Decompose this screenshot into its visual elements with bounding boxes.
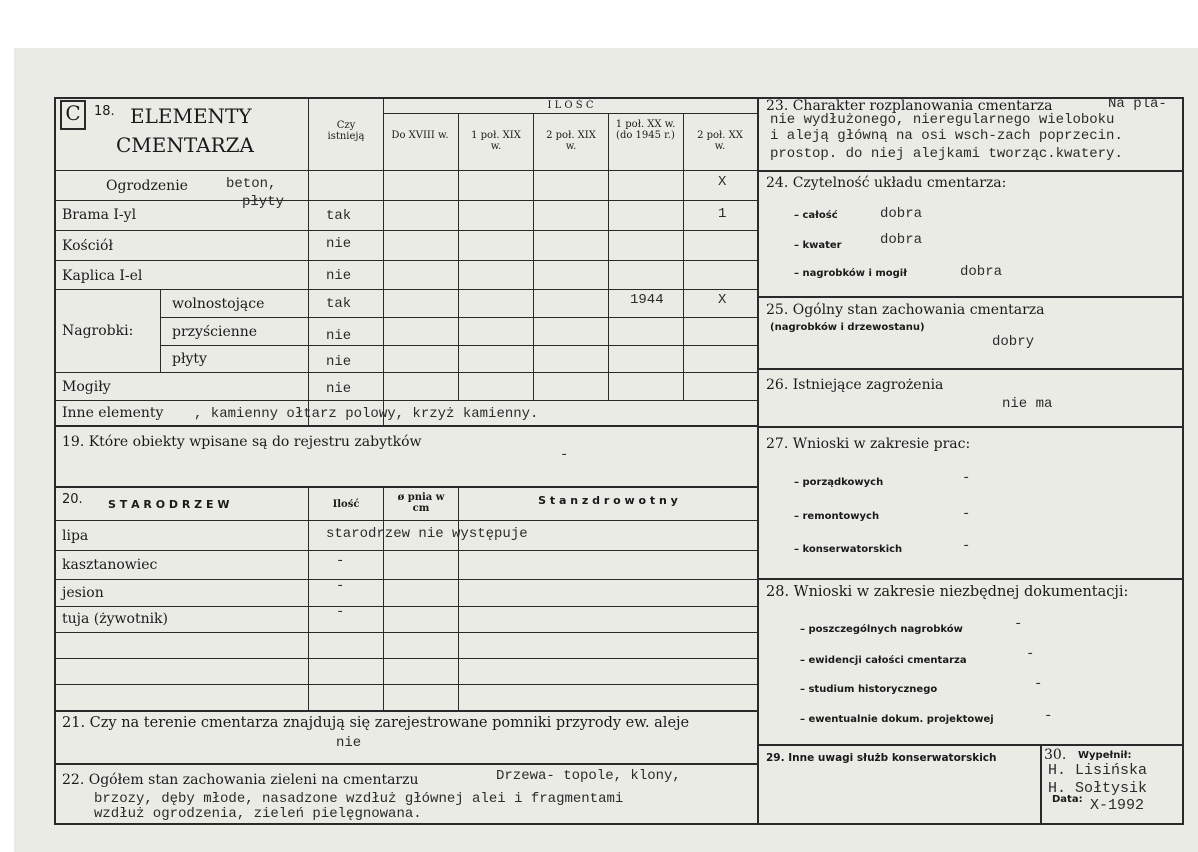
row-kosciol-czy: nie bbox=[326, 236, 352, 252]
section-20-number: 20. bbox=[62, 492, 83, 507]
section-30-name1: H. Lisińska bbox=[1048, 762, 1148, 779]
record-card bbox=[14, 48, 1198, 852]
section-24-nagrobkow-label: – nagrobków i mogił bbox=[794, 268, 907, 279]
tree-ilosc: - bbox=[336, 604, 345, 620]
section-25-label: 25. Ogólny stan zachowania cmentarza bbox=[766, 302, 1045, 318]
section-26-label: 26. Istniejące zagrożenia bbox=[766, 377, 944, 393]
section-30-number: 30. bbox=[1044, 747, 1067, 763]
section-21-value: nie bbox=[336, 735, 362, 751]
section-27-item-label: – remontowych bbox=[794, 511, 880, 522]
sep-21-bottom bbox=[54, 763, 758, 765]
row-brama-xx2: 1 bbox=[718, 206, 727, 222]
row-inne-label: Inne elementy bbox=[62, 405, 164, 421]
row-przyscienne-label: przyścienne bbox=[172, 324, 258, 340]
col-stan-zdrowotny: S t a n z d r o w o t n y bbox=[538, 494, 678, 507]
s20-row-line bbox=[54, 579, 758, 580]
tree-ilosc: - bbox=[336, 553, 345, 569]
section-28-label: 28. Wnioski w zakresie niezbędnej dokumentacji: bbox=[766, 584, 1129, 600]
section-23-line1: Na pla- bbox=[1108, 96, 1167, 112]
col-period-1: Do XVIII w. bbox=[391, 130, 449, 141]
row-ogrodzenie-label: Ogrodzenie bbox=[106, 178, 188, 194]
s18-row-line bbox=[160, 317, 758, 318]
row-mogily-czy: nie bbox=[326, 381, 352, 397]
section-24-label: 24. Czytelność układu cmentarza: bbox=[766, 175, 1007, 191]
sep-25-bottom bbox=[758, 368, 1183, 370]
row-plyty-label: płyty bbox=[172, 351, 207, 367]
section-22-label: 22. Ogółem stan zachowania zieleni na cmentarzu bbox=[62, 772, 419, 788]
row-plyty-czy: nie bbox=[326, 354, 352, 370]
section-28-item-label: – ewentualnie dokum. projektowej bbox=[800, 714, 994, 725]
tree-ilosc: starodrzew nie występuje bbox=[326, 526, 528, 542]
col-ilosc: Ilość bbox=[332, 499, 360, 510]
section-27-item-value: - bbox=[962, 506, 971, 522]
border-right bbox=[1182, 97, 1184, 825]
col-period-5: 2 poł. XX w. bbox=[697, 130, 743, 152]
col-period-3: 2 poł. XIX w. bbox=[546, 130, 596, 152]
s18-col-5 bbox=[683, 113, 684, 401]
s18-col-czy-right bbox=[383, 98, 384, 426]
border-bottom bbox=[54, 823, 1184, 825]
s18-row-line bbox=[160, 345, 758, 346]
row-ogrodzenie-xx2: X bbox=[718, 174, 727, 190]
section-22-line1: Drzewa- topole, klony, bbox=[496, 768, 681, 784]
s18-row-line bbox=[54, 260, 758, 261]
sep-23-bottom bbox=[758, 170, 1183, 172]
s20-row-line bbox=[54, 606, 758, 607]
section-27-item-label: – konserwatorskich bbox=[794, 544, 903, 555]
s20-col-stan-left bbox=[458, 487, 459, 711]
row-brama-czy: tak bbox=[326, 208, 352, 224]
section-22-line2: brzozy, dęby młode, nasadzone wzdłuż głównej alei i fragmentami bbox=[94, 791, 624, 807]
row-kaplica-label: Kaplica I-el bbox=[62, 268, 143, 284]
section-28-item-value: - bbox=[1044, 708, 1053, 724]
section-20-title: S T A R O D R Z E W bbox=[108, 498, 230, 511]
section-25-value: dobry bbox=[992, 334, 1035, 350]
section-25-sub: (nagrobków i drzewostanu) bbox=[770, 322, 925, 333]
section-26-value: nie ma bbox=[1002, 396, 1053, 412]
section-27-item-value: - bbox=[962, 470, 971, 486]
section-19-value: - bbox=[560, 447, 569, 463]
section-24-calosc-label: – całość bbox=[794, 210, 838, 221]
section-27-label: 27. Wnioski w zakresie prac: bbox=[766, 436, 971, 452]
s18-row-line bbox=[54, 200, 758, 201]
s20-row-line bbox=[54, 550, 758, 551]
sep-19-bottom bbox=[54, 486, 758, 488]
col-period-4: 1 poł. XX w. (do 1945 r.) bbox=[615, 119, 676, 141]
sep-27-bottom bbox=[758, 578, 1183, 580]
s20-row-line bbox=[54, 632, 758, 633]
tree-name: kasztanowiec bbox=[62, 557, 158, 573]
section-24-kwater-value: dobra bbox=[880, 232, 923, 248]
border-left bbox=[54, 97, 56, 825]
s20-row-line bbox=[54, 684, 758, 685]
s18-col-3 bbox=[533, 113, 534, 401]
section-24-calosc-value: dobra bbox=[880, 206, 923, 222]
section-27-item-value: - bbox=[962, 538, 971, 554]
row-wolnostojace-xx1: 1944 bbox=[630, 292, 664, 308]
section-28-item-value: - bbox=[1034, 676, 1043, 692]
row-ogrodzenie-note2: płyty bbox=[242, 194, 285, 210]
section-23-label: 23. Charakter rozplanowania cmentarza bbox=[766, 98, 1053, 114]
col-period-2: 1 poł. XIX w. bbox=[471, 130, 521, 152]
row-mogily-label: Mogiły bbox=[62, 379, 111, 395]
tree-name: lipa bbox=[62, 528, 89, 544]
section-27-item-label: – porządkowych bbox=[794, 477, 884, 488]
s18-col-4 bbox=[608, 113, 609, 401]
tree-name: jesion bbox=[62, 585, 104, 601]
row-nagrobki-label: Nagrobki: bbox=[62, 323, 134, 339]
s20-header-bottom bbox=[54, 520, 758, 521]
section-24-nagrobkow-value: dobra bbox=[960, 264, 1003, 280]
sep-28-bottom bbox=[758, 744, 1183, 746]
row-wolnostojace-czy: tak bbox=[326, 296, 352, 312]
col-czy-istnieja: Czy istnieją bbox=[327, 120, 365, 142]
category-letter: C bbox=[65, 101, 81, 125]
s18-row-line bbox=[54, 230, 758, 231]
row-wolnostojace-label: wolnostojące bbox=[172, 296, 265, 312]
sep-20-bottom bbox=[54, 710, 758, 712]
sep-26-bottom bbox=[758, 426, 1183, 428]
section-30-data-label: Data: bbox=[1052, 794, 1083, 805]
s20-row-line bbox=[54, 658, 758, 659]
col-ilosc-header: I L O Ś Ć bbox=[547, 100, 594, 111]
section-18-number: 18. bbox=[94, 104, 115, 119]
section-30-date: X-1992 bbox=[1090, 797, 1145, 814]
section-23-line3: i aleją główną na osi wsch-zach poprzecin. bbox=[770, 128, 1123, 144]
middle-divider bbox=[757, 97, 759, 825]
section-21-label: 21. Czy na terenie cmentarza znajdują się zarejestrowane pomniki przyrody ew. aleje bbox=[62, 715, 690, 731]
tree-name: tuja (żywotnik) bbox=[62, 611, 169, 627]
sep-18-bottom bbox=[54, 425, 758, 427]
row-kaplica-czy: nie bbox=[326, 268, 352, 284]
section-29-label: 29. Inne uwagi służb konserwatorskich bbox=[766, 752, 997, 764]
s18-col-czy-left bbox=[308, 98, 309, 426]
section-28-item-label: – poszczególnych nagrobków bbox=[800, 624, 963, 635]
s18-nagrobki-divider bbox=[160, 289, 161, 373]
row-wolnostojace-xx2: X bbox=[718, 292, 727, 308]
section-23-line4: prostop. do niej alejkami tworząc.kwatery. bbox=[770, 146, 1123, 162]
section-30-name2: H. Sołtysik bbox=[1048, 780, 1148, 797]
section-18-title-line1: ELEMENTY bbox=[130, 104, 252, 128]
section-19-label: 19. Które obiekty wpisane są do rejestru zabytków bbox=[62, 434, 422, 450]
section-23-line2: nie wydłużonego, nieregularnego wieloboku bbox=[770, 112, 1115, 128]
row-ogrodzenie-note1: beton, bbox=[226, 176, 277, 192]
section-18-title-line2: CMENTARZA bbox=[116, 133, 254, 157]
s18-row-line bbox=[54, 400, 758, 401]
sep-29-30 bbox=[1040, 744, 1042, 824]
s20-col-pien-left bbox=[383, 487, 384, 711]
s20-col-ilosc-left bbox=[308, 487, 309, 711]
section-30-wypelnil: Wypełnił: bbox=[1078, 750, 1132, 761]
col-pien: ø pnia w cm bbox=[397, 492, 445, 514]
section-28-item-value: - bbox=[1014, 616, 1023, 632]
row-inne-value: , kamienny ołtarz polowy, krzyż kamienny. bbox=[194, 406, 539, 422]
row-przyscienne-czy: nie bbox=[326, 328, 352, 344]
tree-ilosc: - bbox=[336, 578, 345, 594]
section-24-kwater-label: – kwater bbox=[794, 240, 842, 251]
row-brama-label: Brama I-yl bbox=[62, 207, 137, 223]
section-28-item-label: – studium historycznego bbox=[800, 684, 938, 695]
section-28-item-label: – ewidencji całości cmentarza bbox=[800, 655, 967, 666]
section-22-line3: wzdłuż ogrodzenia, zieleń pielęgnowana. bbox=[94, 806, 422, 822]
s18-ilosc-underline bbox=[383, 113, 758, 114]
row-kosciol-label: Kościół bbox=[62, 238, 113, 254]
s18-header-bottom bbox=[54, 170, 758, 171]
sep-24-bottom bbox=[758, 296, 1183, 298]
section-28-item-value: - bbox=[1026, 646, 1035, 662]
s18-col-2 bbox=[458, 113, 459, 401]
